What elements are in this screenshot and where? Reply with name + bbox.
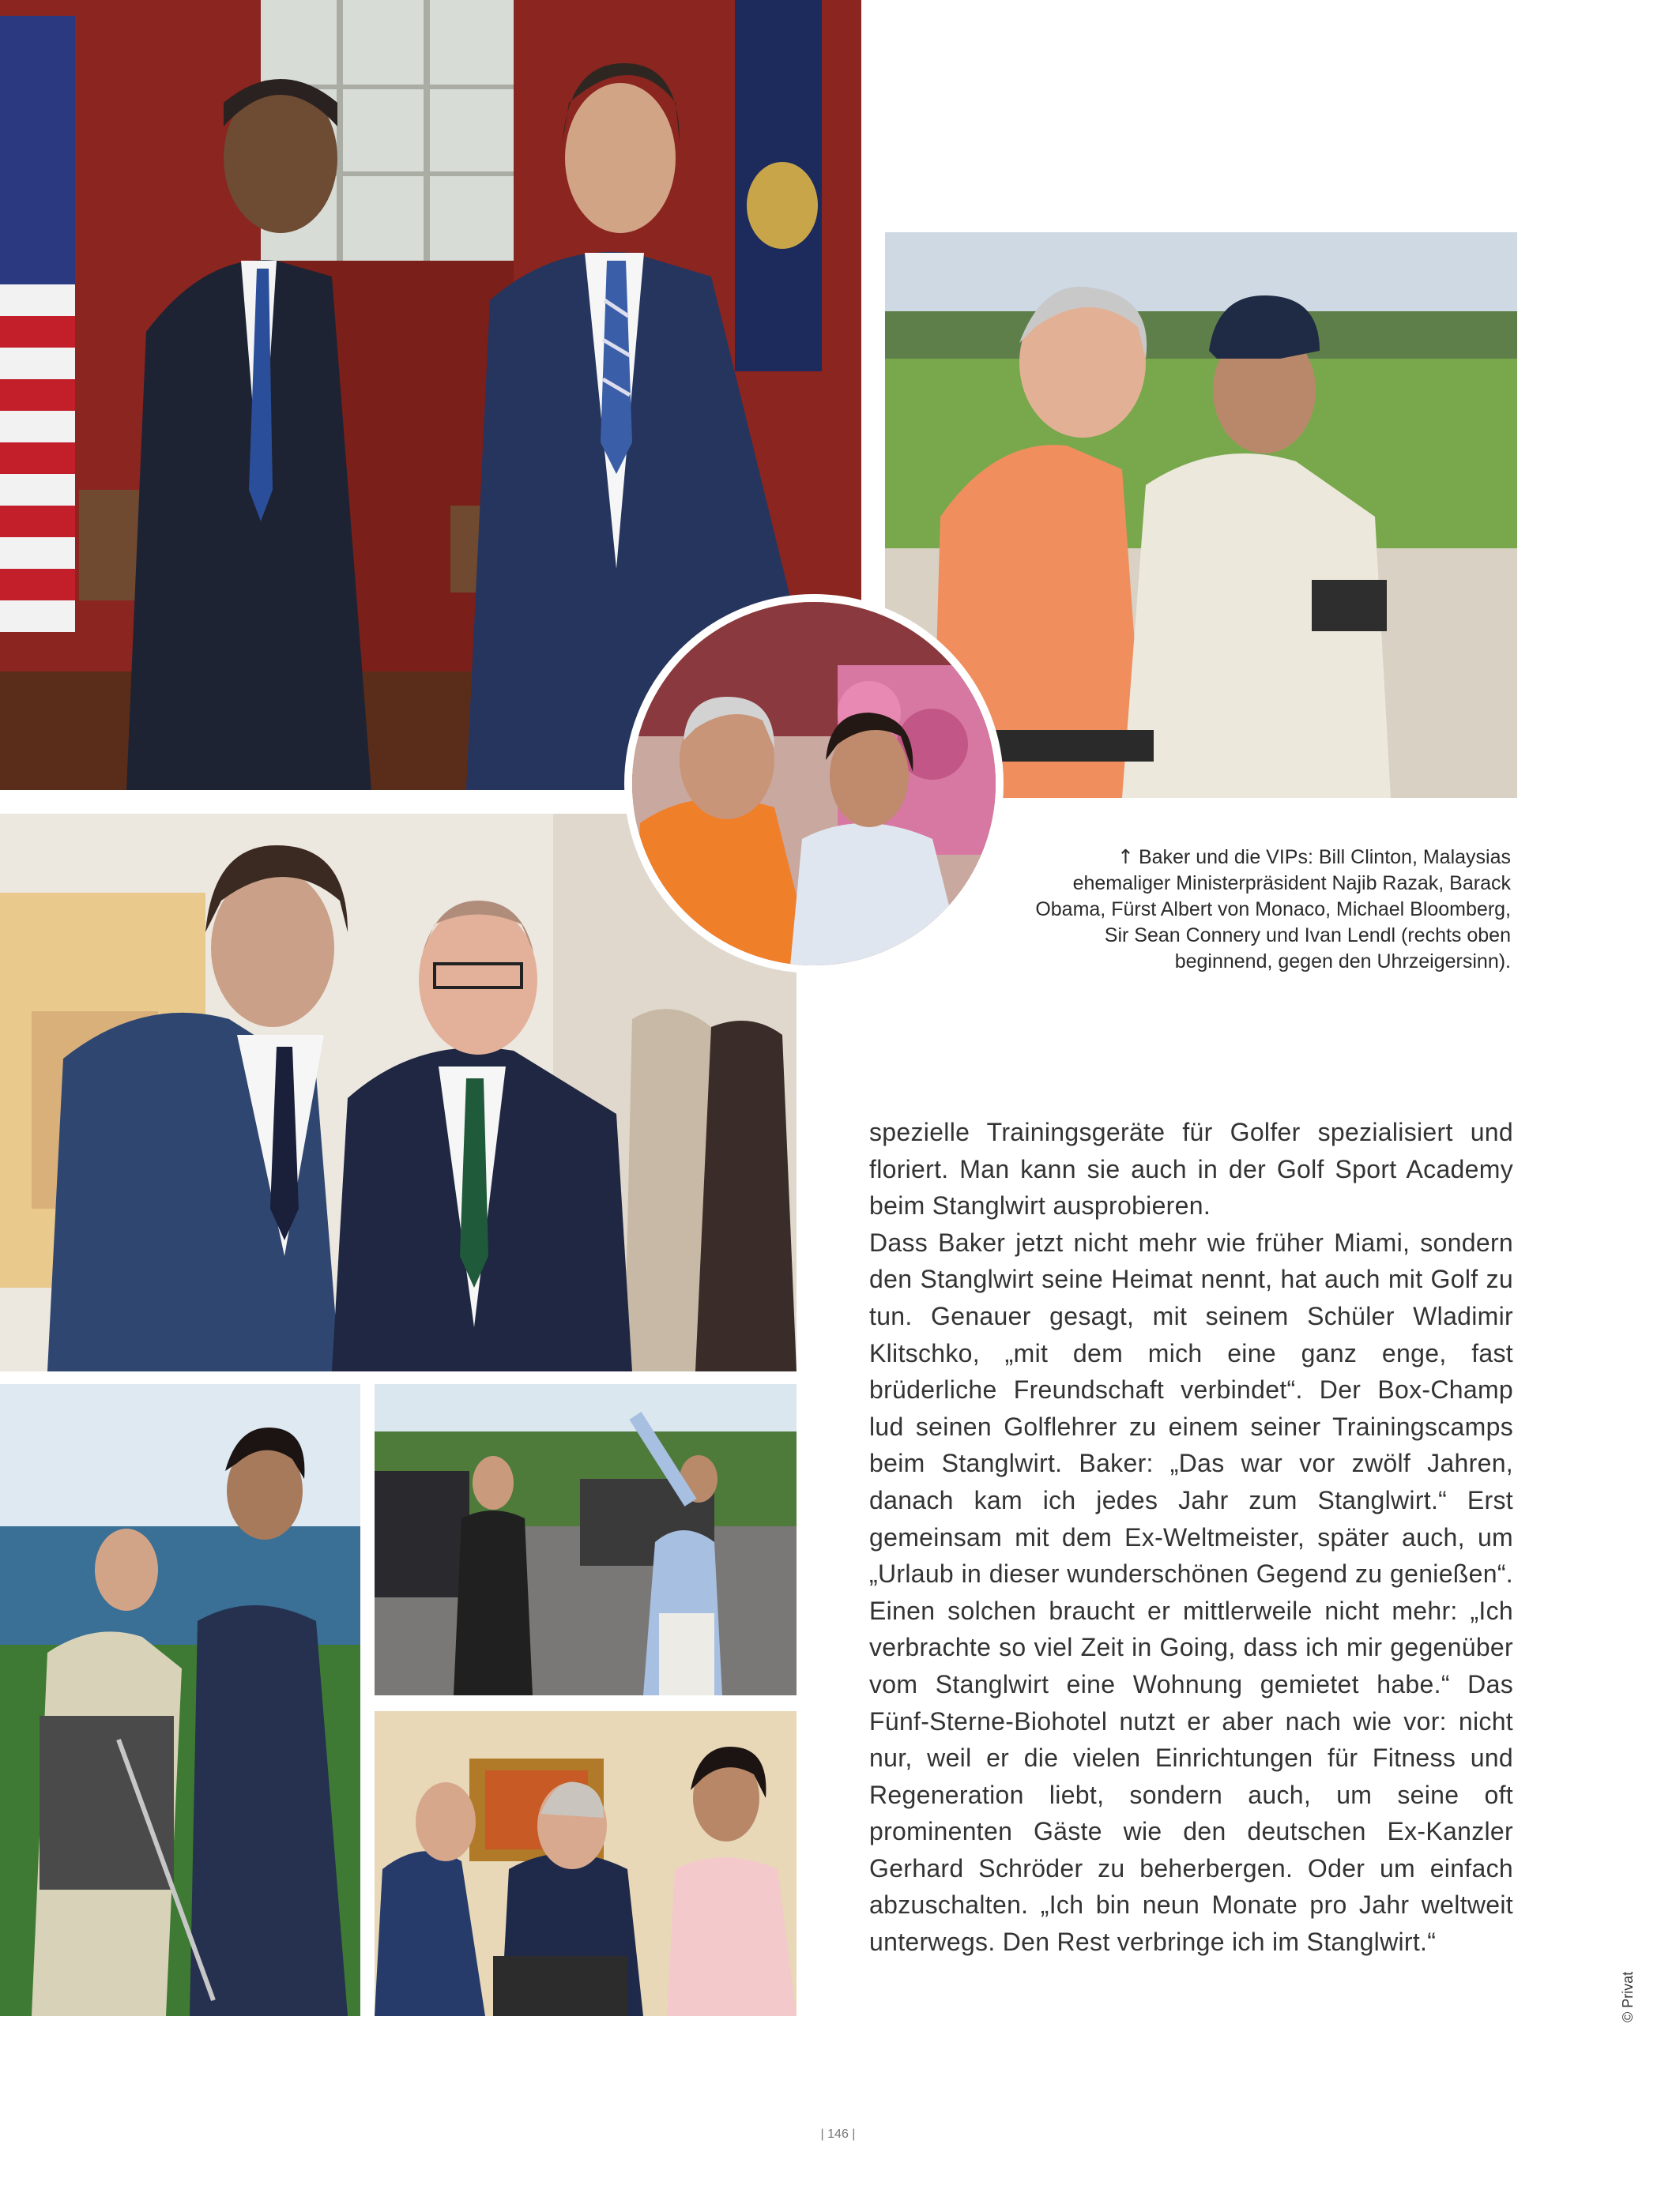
article-body: [869, 1114, 1513, 1961]
photo-ivan-lendl: [375, 1384, 797, 1695]
photo-bloomberg-golf: [0, 1384, 360, 2016]
arrow-up-icon: ↑: [1117, 845, 1134, 868]
article-paragraph: spezielle Trainingsgeräte für Golfer spezialisiert und floriert. Man kann sie auch in der Golf Sport Academy beim Stanglwirt ausprobieren.: [869, 1118, 1513, 1221]
photo-caption: [1027, 844, 1511, 975]
caption-text: Baker und die VIPs: Bill Clinton, Malaysias ehemaliger Ministerpräsident Najib Razak, Barack Obama, Fürst Albert von Monaco, Michael Bloomberg, Sir Sean Connery und Ivan Lendl (rechts oben beginnend, gegen den Uhrzeigersinn).: [1035, 846, 1511, 972]
photo-credit: © Privat: [1620, 1971, 1636, 2022]
photo-sean-connery: [375, 1711, 797, 2016]
photo-najib-razak-circle: [624, 594, 1004, 973]
article-paragraph: Dass Baker jetzt nicht mehr wie früher Miami, sondern den Stanglwirt seine Heimat nennt, hat auch mit Golf zu tun. Genauer gesagt, mit seinem Schüler Wladimir Klitschko, „mit dem mich eine ganz enge, fast brüderliche Freundschaft verbindet“. Der Box-Champ lud seinen Golflehrer zu einem seiner Trainingscamps beim Stanglwirt. Baker: „Das war vor zwölf Jahren, danach kam ich jedes Jahr zum Stanglwirt.“ Erst gemeinsam mit dem Ex-Weltmeister, später auch, um „Urlaub in dieser wunderschönen Gegend zu genießen“. Einen solchen braucht er mittlerweile nicht mehr: „Ich verbrachte so viel Zeit in Going, dass ich mir gegenüber vom Stanglwirt eine Wohnung gemietet habe.“ Das Fünf-Sterne-Biohotel nutzt er aber nach wie vor: nicht nur, weil er die vielen Einrichtungen für Fitness und Regeneration liebt, sondern auch, um seine oft prominenten Gäste wie den deutschen Ex-Kanzler Gerhard Schröder zu beherbergen. Oder um einfach abzuschalten. „Ich bin neun Monate pro Jahr weltweit unterwegs. Den Rest verbringe ich im Stanglwirt.“: [869, 1228, 1513, 1957]
page-number: | 146 |: [820, 2127, 856, 2141]
